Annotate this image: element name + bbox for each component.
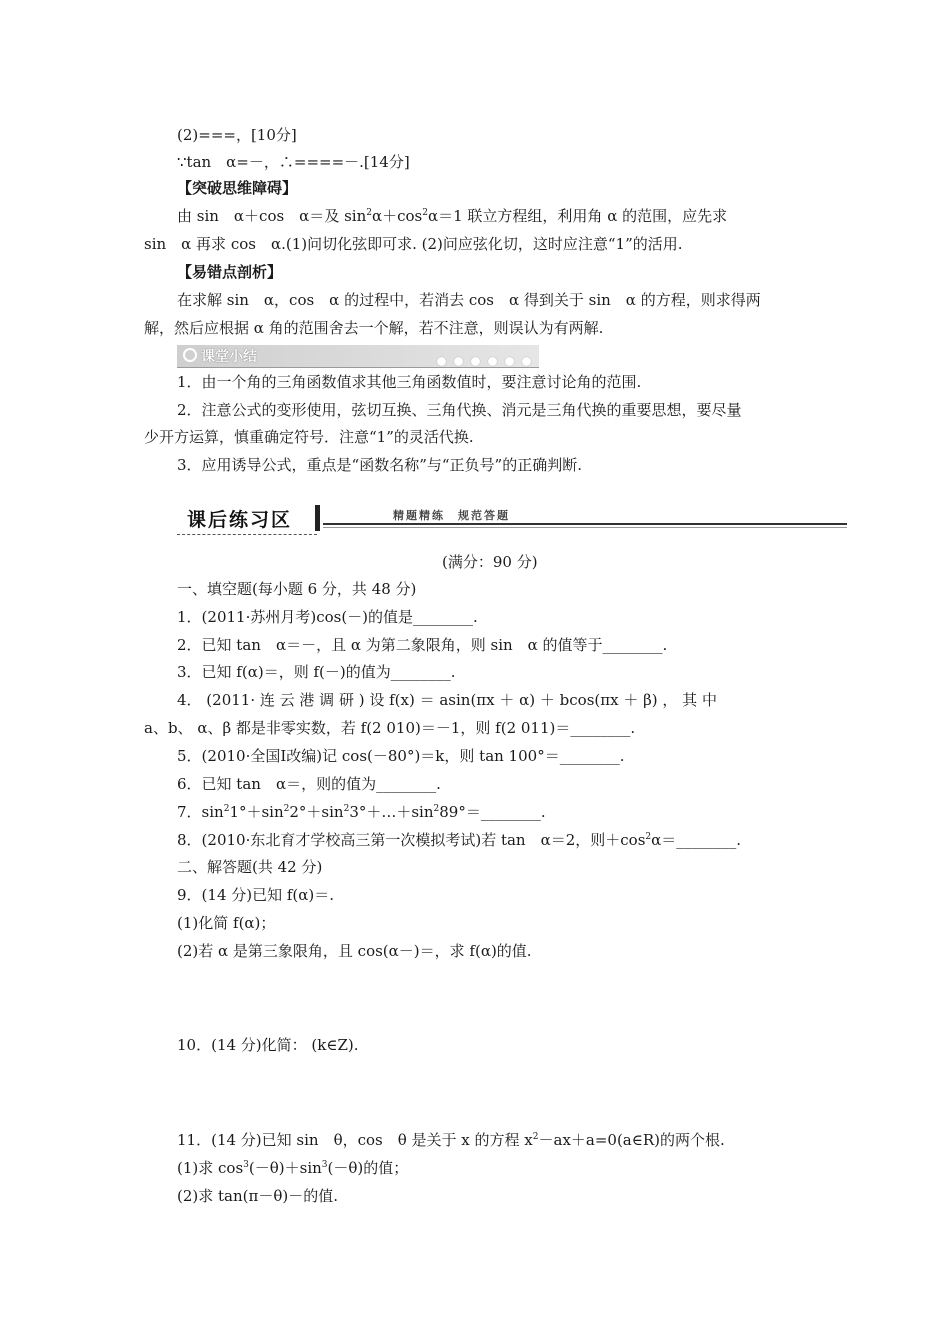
decorative-dots (429, 351, 531, 370)
superscript: 2 (532, 1132, 539, 1142)
q7-text-c: 2°＋sin (289, 803, 344, 821)
summary-item-2: 2．注意公式的变形使用，弦切互换、三角代换、消元是三角代换的重要思想，要尽量 (177, 401, 742, 419)
summary-label-text: 课堂小结 (201, 349, 257, 365)
question-7 (177, 802, 546, 822)
question-3: 3．已知 f(α)＝，则 f(－)的值为________. (177, 663, 456, 681)
error-point-line-1: 在求解 sin α，cos α 的过程中，若消去 cos α 得到关于 sin α 的方程，则求得两 (177, 291, 761, 309)
header-bar (315, 505, 320, 531)
superscript: 2 (343, 804, 350, 814)
question-9: 9．(14 分)已知 f(α)＝. (177, 886, 335, 904)
q7-text-e: 89°＝________. (439, 803, 546, 821)
superscript: 2 (433, 804, 440, 814)
dot-icon (471, 357, 480, 366)
question-11-part-1 (177, 1158, 408, 1178)
breakthrough-text-c: α＝1 联立方程组，利用角 α 的范围，应先求 (427, 207, 728, 225)
solution-line-2: ∵tan α=－，∴====－.[14分] (177, 153, 410, 171)
answer-heading: 二、解答题(共 42 分) (177, 858, 323, 876)
superscript: 2 (223, 804, 230, 814)
q8-text-b: α＝________. (651, 831, 742, 849)
question-2: 2．已知 tan α＝－，且 α 为第二象限角，则 sin α 的值等于________. (177, 636, 668, 654)
question-11-part-2: (2)求 tan(π－θ)－的值. (177, 1187, 339, 1205)
q7-text-a: 7．sin (177, 803, 224, 821)
question-4-line-2: a、b、 α、β 都是非零实数，若 f(2 010)＝－1，则 f(2 011)＝________. (144, 719, 636, 737)
q11-text-a: 11．(14 分)已知 sin θ，cos θ 是关于 x 的方程 x (177, 1131, 533, 1149)
superscript: 3 (243, 1160, 249, 1170)
header-dash-underline (177, 534, 317, 535)
practice-title: 课后练习区 (187, 509, 293, 531)
superscript: 2 (645, 832, 652, 842)
summary-banner (177, 345, 539, 368)
header-rule (323, 523, 847, 525)
header-rule-thin (323, 527, 847, 528)
solution-line-1: (2)===，[10分] (177, 126, 297, 144)
summary-banner-label (183, 346, 257, 366)
summary-item-3: 3．应用诱导公式，重点是“函数名称”与“正负号”的正确判断. (177, 456, 582, 474)
q11-1-text-a: (1)求 cos (177, 1159, 244, 1177)
question-11 (177, 1130, 725, 1150)
question-5: 5．(2010·全国Ⅰ改编)记 cos(－80°)＝k，则 tan 100°＝________. (177, 747, 625, 765)
summary-item-2-cont: 少开方运算，慎重确定符号．注意“1”的灵活代换. (144, 428, 474, 446)
fill-blank-heading: 一、填空题(每小题 6 分，共 48 分) (177, 580, 417, 598)
question-4-line-1: 4． (2011· 连 云 港 调 研 ) 设 f(x) ＝ asin(πx ＋ α) ＋ bcos(πx ＋ β) ， 其 中 (177, 691, 717, 709)
error-point-heading: 【易错点剖析】 (177, 263, 283, 281)
q11-text-b: －ax＋a=0(a∈R)的两个根. (538, 1131, 725, 1149)
superscript: 2 (422, 208, 428, 218)
breakthrough-line-2: sin α 再求 cos α.(1)问切化弦即可求. (2)问应弦化切，这时应注意“1”的活用. (144, 235, 683, 253)
practice-subtitle: 精题精练 规范答题 (393, 509, 510, 522)
breakthrough-text-a: 由 sin α＋cos α＝及 sin (177, 207, 367, 225)
dot-icon (488, 357, 497, 366)
superscript: 2 (283, 804, 290, 814)
breakthrough-heading: 【突破思维障碍】 (177, 179, 298, 197)
question-6: 6．已知 tan α＝，则的值为________. (177, 775, 441, 793)
breakthrough-line-1 (177, 206, 727, 226)
superscript: 3 (321, 1160, 328, 1170)
dot-icon (454, 357, 463, 366)
question-9-part-1: (1)化简 f(α)； (177, 914, 276, 932)
breakthrough-text-b: α＋cos (371, 207, 423, 225)
q11-1-text-c: (－θ)的值； (327, 1159, 409, 1177)
question-8 (177, 830, 741, 850)
full-score: (满分：90 分) (442, 553, 538, 571)
q11-1-text-b: (－θ)＋sin (248, 1159, 322, 1177)
summary-item-1: 1．由一个角的三角函数值求其他三角函数值时，要注意讨论角的范围. (177, 373, 642, 391)
dot-icon (505, 357, 514, 366)
dot-icon (437, 357, 446, 366)
q7-text-d: 3°＋…＋sin (349, 803, 434, 821)
question-9-part-2: (2)若 α 是第三象限角，且 cos(α－)＝，求 f(α)的值. (177, 942, 532, 960)
dot-icon (522, 357, 531, 366)
target-icon (183, 348, 197, 362)
error-point-line-2: 解，然后应根据 α 角的范围舍去一个解，若不注意，则误认为有两解. (144, 319, 604, 337)
q8-text-a: 8．(2010·东北育才学校高三第一次模拟考试)若 tan α＝2，则＋cos (177, 831, 646, 849)
practice-section-header (177, 503, 847, 537)
q7-text-b: 1°＋sin (229, 803, 284, 821)
question-1: 1．(2011·苏州月考)cos(－)的值是________. (177, 608, 478, 626)
question-10: 10．(14 分)化简： (k∈Z). (177, 1036, 359, 1054)
superscript: 2 (366, 208, 372, 218)
